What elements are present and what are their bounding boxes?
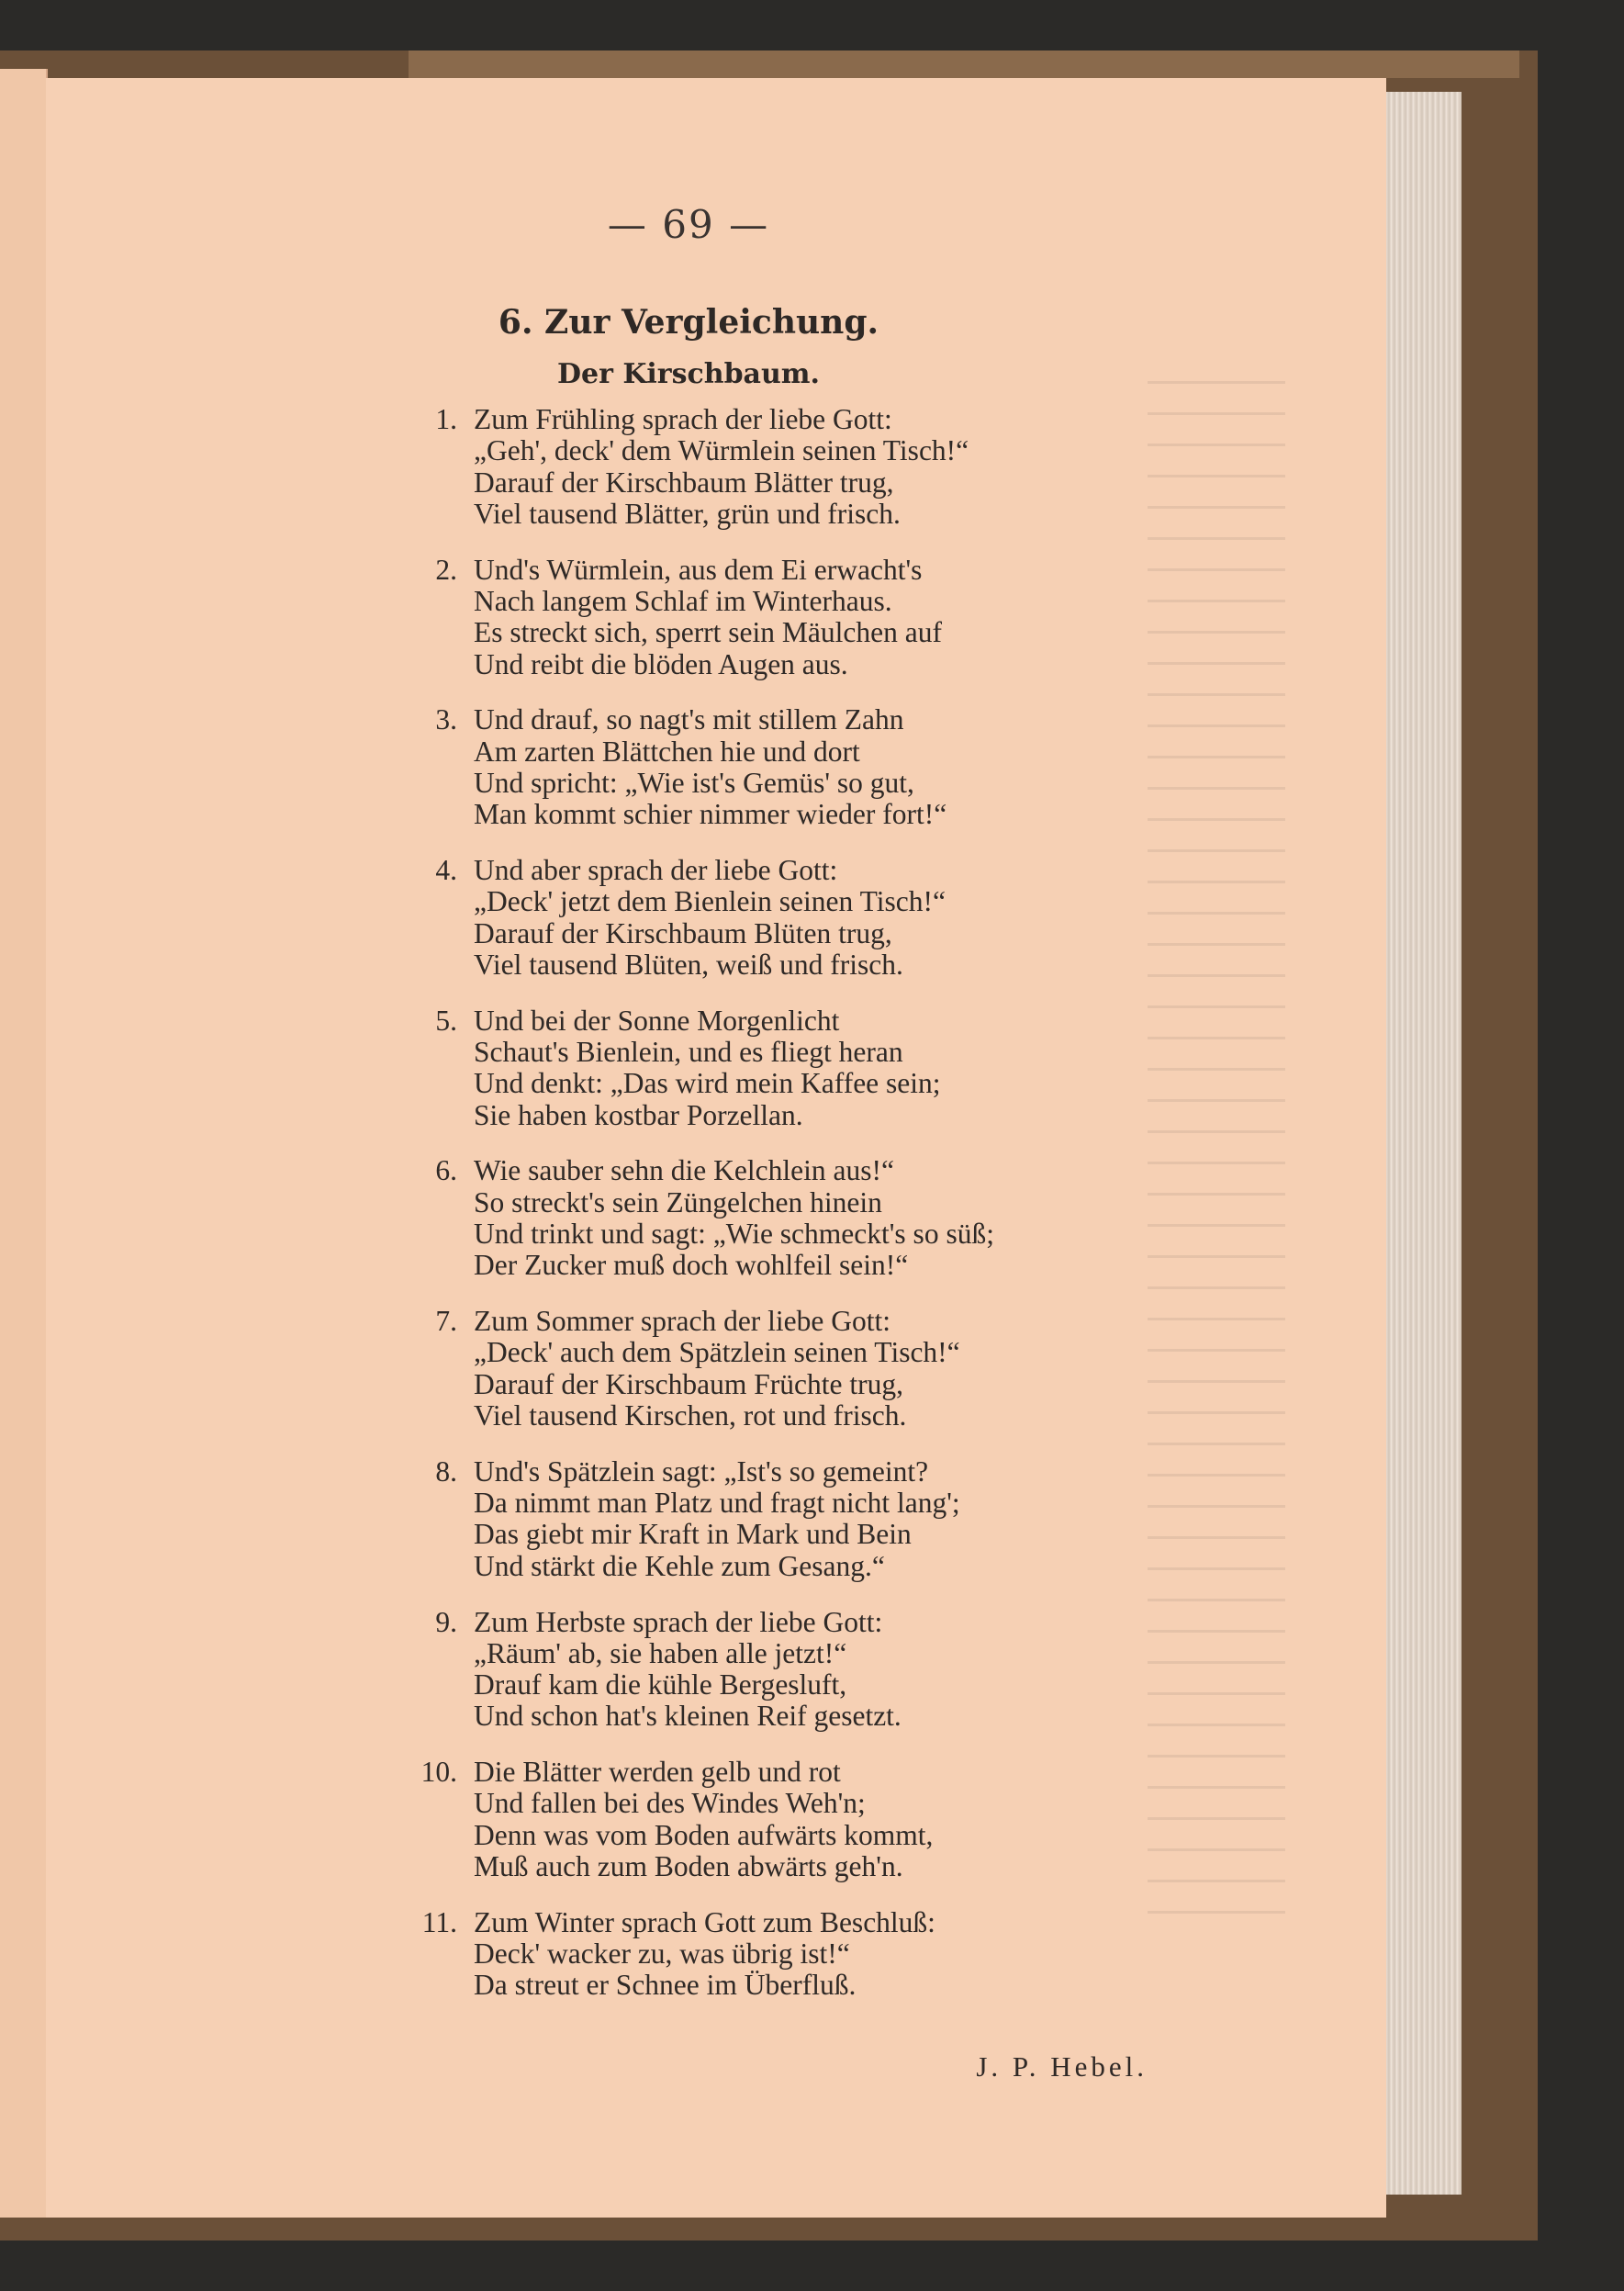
section-heading: 6. Zur Vergleichung. [498, 303, 879, 342]
poem-body [395, 404, 1184, 2026]
poem-line: Und fallen bei des Windes Weh'n; [474, 1787, 866, 1820]
poem-line: Zum Sommer sprach der liebe Gott: [474, 1305, 891, 1338]
poem-line: Darauf der Kirschbaum Früchte trug, [474, 1367, 903, 1400]
poem-line: Sie haben kostbar Porzellan. [474, 1098, 803, 1131]
stanza-number: 1. [435, 403, 457, 435]
poem-line: Am zarten Blättchen hie und dort [474, 735, 860, 768]
stanza-lines [474, 1907, 1184, 2002]
stanza-number: 9. [435, 1605, 457, 1638]
stanza [395, 404, 1184, 530]
poem-line: Da nimmt man Platz und fragt nicht lang'; [474, 1487, 960, 1520]
stanza-lines [474, 1456, 1184, 1582]
poem-line: Der Zucker muß doch wohlfeil sein!“ [474, 1249, 909, 1282]
poem-title: Der Kirschbaum. [556, 358, 820, 390]
stanza [395, 555, 1184, 680]
poem-line: Viel tausend Blüten, weiß und frisch. [474, 948, 903, 981]
poem-line: Es streckt sich, sperrt sein Mäulchen auf [474, 616, 942, 649]
poem-line: Deck' wacker zu, was übrig ist!“ [474, 1937, 850, 1971]
stanza-number: 4. [435, 854, 457, 887]
poem-line: Das giebt mir Kraft in Mark und Bein [474, 1518, 912, 1551]
stanza-lines [474, 1757, 1184, 1882]
stanza-number: 7. [435, 1305, 457, 1338]
poem-line: Wie sauber sehn die Kelchlein aus!“ [474, 1154, 894, 1187]
stanza-number: 11. [421, 1905, 457, 1938]
poem-line: Darauf der Kirschbaum Blüten trug, [474, 916, 892, 949]
poem-author: J. P. Hebel. [976, 2050, 1148, 2083]
poem-line: So streckt's sein Züngelchen hinein [474, 1185, 882, 1218]
stanza [395, 1456, 1184, 1582]
poem-line: Und's Spätzlein sagt: „Ist's so gemeint? [474, 1454, 929, 1488]
book-page [46, 78, 1386, 2218]
poem-line: „Deck' jetzt dem Bienlein seinen Tisch!“ [474, 885, 946, 918]
stanza [395, 704, 1184, 830]
poem-line: Da streut er Schnee im Überfluß. [474, 1969, 857, 2002]
poem-line: Die Blätter werden gelb und rot [474, 1756, 841, 1789]
stanza [395, 855, 1184, 981]
poem-line: Und's Würmlein, aus dem Ei erwacht's [474, 553, 923, 586]
poem-line: Man kommt schier nimmer wieder fort!“ [474, 798, 947, 831]
poem-line: Viel tausend Blätter, grün und frisch. [474, 497, 901, 530]
stanza [395, 1155, 1184, 1281]
stanza-lines [474, 404, 1184, 530]
poem-line: Und stärkt die Kehle zum Gesang.“ [474, 1549, 885, 1582]
poem-line: Zum Winter sprach Gott zum Beschluß: [474, 1905, 935, 1938]
poem-line: Und spricht: „Wie ist's Gemüs' so gut, [474, 766, 914, 799]
stanza [395, 1757, 1184, 1882]
stanza-lines [474, 855, 1184, 981]
stanza [395, 1306, 1184, 1432]
poem-line: Und schon hat's kleinen Reif gesetzt. [474, 1700, 902, 1733]
stanza-number: 6. [435, 1154, 457, 1187]
poem-line: Schaut's Bienlein, und es fliegt heran [474, 1036, 903, 1069]
stanza-lines [474, 1607, 1184, 1733]
poem-line: Und reibt die blöden Augen aus. [474, 647, 848, 680]
stanza-number: 2. [435, 553, 457, 586]
poem-line: Drauf kam die kühle Bergesluft, [474, 1668, 847, 1701]
poem-line: Muß auch zum Boden abwärts geh'n. [474, 1850, 903, 1883]
poem-line: Und aber sprach der liebe Gott: [474, 854, 838, 887]
poem-line: Nach langem Schlaf im Winterhaus. [474, 584, 892, 617]
stanza-number: 10. [420, 1756, 457, 1789]
poem-line: Darauf der Kirschbaum Blätter trug, [474, 466, 894, 499]
stanza [395, 1607, 1184, 1733]
poem-line: Viel tausend Kirschen, rot und frisch. [474, 1399, 907, 1432]
poem-line: Denn was vom Boden aufwärts kommt, [474, 1818, 934, 1851]
poem-line: „Deck' auch dem Spätzlein seinen Tisch!“ [474, 1336, 960, 1369]
stanza-lines [474, 555, 1184, 680]
stanza-number: 8. [435, 1454, 457, 1488]
stanza-lines [474, 1306, 1184, 1432]
cover-top-edge [409, 51, 1519, 78]
page-number: — 69 — [607, 202, 770, 247]
poem-line: Und trinkt und sagt: „Wie schmeckt's so süß; [474, 1218, 994, 1251]
stanza-number: 3. [435, 703, 457, 736]
poem-line: Und drauf, so nagt's mit stillem Zahn [474, 703, 904, 736]
poem-line: „Geh', deck' dem Würmlein seinen Tisch!“ [474, 434, 969, 467]
poem-line: Zum Frühling sprach der liebe Gott: [474, 403, 892, 435]
facing-page-edge [0, 69, 48, 2218]
poem-line: „Räum' ab, sie haben alle jetzt!“ [474, 1636, 847, 1669]
stanza [395, 1005, 1184, 1131]
page-block-edges [1386, 92, 1462, 2195]
stanza-lines [474, 1005, 1184, 1131]
poem-line: Und denkt: „Das wird mein Kaffee sein; [474, 1067, 941, 1100]
stanza-lines [474, 1155, 1184, 1281]
stanza-lines [474, 704, 1184, 830]
stanza [395, 1907, 1184, 2002]
stanza-number: 5. [435, 1004, 457, 1037]
poem-line: Und bei der Sonne Morgenlicht [474, 1004, 840, 1037]
poem-line: Zum Herbste sprach der liebe Gott: [474, 1605, 883, 1638]
